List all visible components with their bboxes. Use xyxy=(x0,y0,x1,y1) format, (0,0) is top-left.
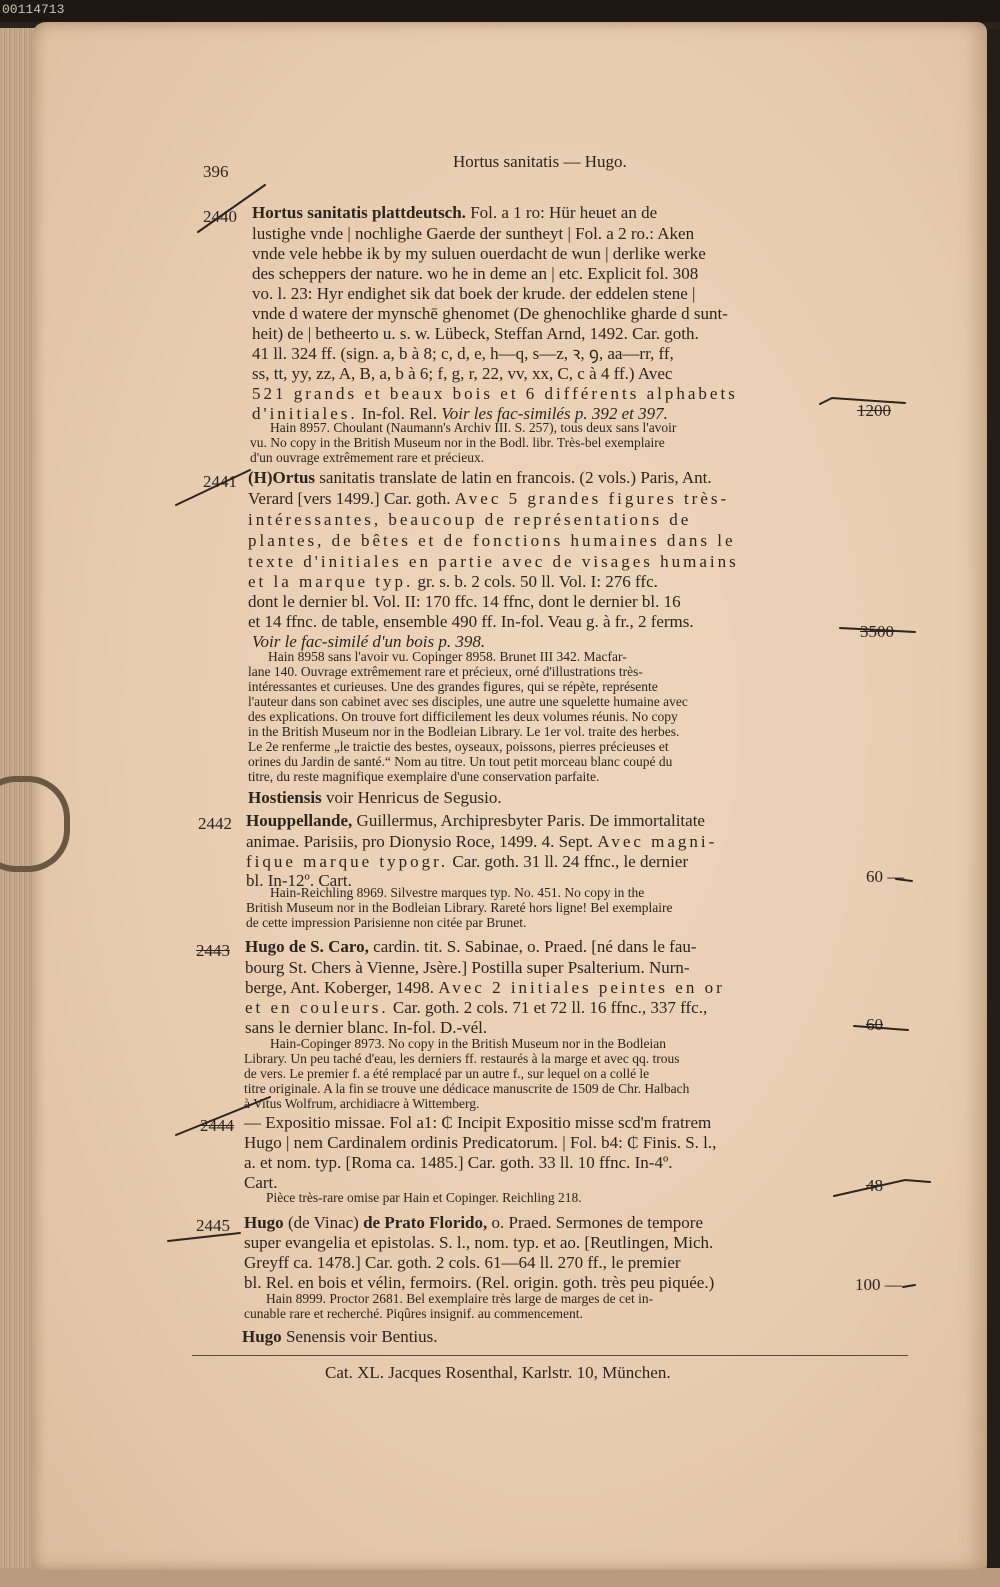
entry-number: 2444 xyxy=(200,1116,234,1135)
entry-line: Hugo (de Vinac) de Prato Florido, o. Praed. Sermones de tempore xyxy=(244,1213,703,1232)
bibliographic-note: orines du Jardin de santé.“ Nom au titre. Un tout petit morceau blanc coupé du xyxy=(248,754,673,769)
bibliographic-note: à Vitus Wolfrum, archidiacre à Wittemberg. xyxy=(244,1096,480,1111)
entry-line: Houppellande, Guillermus, Archipresbyter Paris. De immortalitate xyxy=(246,811,705,830)
entry-line: lustighe vnde | nochlighe Gaerde der suntheyt | Fol. a 2 ro.: Aken xyxy=(252,224,695,243)
price: 100 — xyxy=(855,1275,902,1294)
entry-line: Hugo de S. Caro, cardin. tit. S. Sabinae, o. Praed. [né dans le fau- xyxy=(245,937,697,956)
entry-line: intéressantes, beaucoup de représentations de xyxy=(248,510,692,529)
entry-line: et en couleurs. Car. goth. 2 cols. 71 et 72 ll. 16 ffnc., 337 ffc., xyxy=(245,998,708,1017)
entry-line: Verard [vers 1499.] Car. goth. Avec 5 grandes figures très- xyxy=(248,489,730,508)
entry-line: bl. Rel. en bois et vélin, fermoirs. (Rel. origin. goth. très peu piquée.) xyxy=(244,1273,715,1292)
entry-line: d'initiales. In-fol. Rel. Voir les fac-similés p. 392 et 397. xyxy=(252,404,668,423)
entry-line: fique marque typogr. Car. goth. 31 ll. 24 ffnc., le dernier xyxy=(246,852,689,871)
bibliographic-note: d'un ouvrage extrêmement rare et précieux. xyxy=(250,450,485,465)
bibliographic-note: Pièce très-rare omise par Hain et Copinger. Reichling 218. xyxy=(266,1190,582,1205)
bibliographic-note: titre originale. A la fin se trouve une dédicace manuscrite de 1509 de Chr. Halbach xyxy=(244,1081,690,1096)
entry-number: 2442 xyxy=(198,814,232,833)
bibliographic-note: Hain-Reichling 8969. Silvestre marques typ. No. 451. No copy in the xyxy=(270,885,645,900)
entry-line: 521 grands et beaux bois et 6 différents alphabets xyxy=(252,384,738,403)
entry-number: 2443 xyxy=(196,941,230,960)
bibliographic-note: Le 2e renferme „le traictie des bestes, oyseaux, poissons, pierres précieuses et xyxy=(248,739,669,754)
pencil-mark xyxy=(168,1233,240,1241)
entry-line: Hortus sanitatis plattdeutsch. Fol. a 1 ro: Hür heuet an de xyxy=(252,203,658,222)
bibliographic-note: Hain 8999. Proctor 2681. Bel exemplaire très large de marges de cet in- xyxy=(266,1291,654,1306)
pencil-slash xyxy=(176,1097,270,1135)
pencil-mark xyxy=(896,879,912,881)
entry-number: 2440 xyxy=(203,207,237,226)
pencil-slash xyxy=(198,185,265,232)
entry-line: vnde vele hebbe ik by my suluen ouerdacht de wun | derlike werke xyxy=(252,244,706,263)
entry-line: Greyff ca. 1478.] Car. goth. 2 cols. 61—64 ll. 270 ff., le premier xyxy=(244,1253,681,1272)
entry-line: super evangelia et epistolas. S. l., nom. typ. et ao. [Reutlingen, Mich. xyxy=(244,1233,714,1252)
entry-line: 41 ll. 324 ff. (sign. a, b à 8; c, d, e, h—q, s—z, ꝛ, ꝯ, aa—rr, ff, xyxy=(252,344,674,363)
entry-line: texte d'initiales en partie avec de visages humains xyxy=(248,552,739,571)
price-crossed: 60 xyxy=(866,1015,883,1034)
bibliographic-note: l'auteur dans son cabinet avec ses disciples, une autre une squelette humaine avec xyxy=(248,694,688,709)
bibliographic-note: de vers. Le premier f. a été remplacé par un autre f., sur lequel on a collé le xyxy=(244,1066,650,1081)
price: 60 — xyxy=(866,867,905,886)
entry-number: 2441 xyxy=(203,472,237,491)
entry-line: heit) de | betheerto u. s. w. Lübeck, Steffan Arnd, 1492. Car. goth. xyxy=(252,324,699,343)
bibliographic-note: in the British Museum nor in the Bodleian Library. Le 1er vol. traite des herbes. xyxy=(248,724,680,739)
entry-line: Cart. xyxy=(244,1173,278,1192)
bibliographic-note: intéressantes et curieuses. Une des grandes figures, qui se répète, représente xyxy=(248,679,658,694)
entry-line: dont le dernier bl. Vol. II: 170 ffc. 14 ffnc, dont le dernier bl. 16 xyxy=(248,592,681,611)
bibliographic-note: vu. No copy in the British Museum nor in the Bodl. libr. Très-bel exemplaire xyxy=(250,435,665,450)
entry-number: 2445 xyxy=(196,1216,230,1235)
entry-line: et la marque typ. gr. s. b. 2 cols. 50 ll. Vol. I: 276 ffc. xyxy=(248,572,658,591)
entry-line: vo. l. 23: Hyr endighet sik dat boek der krude. der eddelen stene | xyxy=(252,284,696,303)
entry-line: des scheppers der nature. wo he in deme an | etc. Explicit fol. 308 xyxy=(252,264,699,283)
entry-line: bl. In-12º. Cart. xyxy=(246,871,352,890)
running-title: Hortus sanitatis — Hugo. xyxy=(453,152,627,171)
scan-id: 00114713 xyxy=(2,2,65,17)
entry-line: plantes, de bêtes et de fonctions humaines dans le xyxy=(248,531,736,550)
price-crossed: 3500 xyxy=(860,622,894,641)
pencil-mark xyxy=(820,398,905,404)
pencil-slash xyxy=(834,1180,930,1196)
entry-line: ss, tt, yy, zz, A, B, a, b à 6; f, g, r, 22, vv, xx, C, c à 4 ff.) Avec xyxy=(252,364,673,383)
bibliographic-note: Hain 8958 sans l'avoir vu. Copinger 8958. Brunet III 342. Macfar- xyxy=(268,649,627,664)
entry-line: a. et nom. typ. [Roma ca. 1485.] Car. goth. 33 ll. 10 ffnc. In-4º. xyxy=(244,1153,673,1172)
bibliographic-note: Hain 8957. Choulant (Naumann's Archiv III. S. 257), tous deux sans l'avoir xyxy=(270,420,677,435)
entry-line: berge, Ant. Koberger, 1498. Avec 2 initiales peintes en or xyxy=(245,978,725,997)
entry-line: — Expositio missae. Fol a1: ₵ Incipit Expositio misse scd'm fratrem xyxy=(244,1113,712,1132)
page-number: 396 xyxy=(203,162,229,181)
pencil-mark xyxy=(840,628,915,632)
bibliographic-note: Library. Un peu taché d'eau, les derniers ff. restaurés à la marge et avec qq. trous xyxy=(244,1051,680,1066)
entry-line: Voir le fac-similé d'un bois p. 398. xyxy=(252,632,486,651)
pencil-mark xyxy=(854,1026,908,1030)
pencil-slash xyxy=(176,470,250,505)
entry-line: vnde d watere der mynschē ghenomet (De ghenochlike gharde d sunt- xyxy=(252,304,728,323)
bibliographic-note: des explications. On trouve fort difficilement les deux volumes réunis. No copy xyxy=(248,709,678,724)
bibliographic-note: titre, du reste magnifique exemplaire d'une conservation parfaite. xyxy=(248,769,600,784)
price-crossed: 48 xyxy=(866,1176,883,1195)
bibliographic-note: lane 140. Ouvrage extrêmement rare et précieux, orné d'illustrations très- xyxy=(248,664,643,679)
bibliographic-note: Hain-Copinger 8973. No copy in the British Museum nor in the Bodleian xyxy=(270,1036,666,1051)
entry-line: sans le dernier blanc. In-fol. D.-vél. xyxy=(245,1018,488,1037)
cross-reference: Hostiensis voir Henricus de Segusio. xyxy=(248,788,502,807)
bibliographic-note: cunable rare et recherché. Piqûres insignif. au commencement. xyxy=(244,1306,583,1321)
cross-reference: Hugo Senensis voir Bentius. xyxy=(242,1327,438,1346)
entry-line: Hugo | nem Cardinalem ordinis Predicatorum. | Fol. b4: ₵ Finis. S. l., xyxy=(244,1133,717,1152)
page-footer: Cat. XL. Jacques Rosenthal, Karlstr. 10, München. xyxy=(325,1363,671,1382)
pencil-mark xyxy=(903,1285,915,1287)
bibliographic-note: de cette impression Parisienne non citée par Brunet. xyxy=(246,915,527,930)
entry-line: bourg St. Chers à Vienne, Jsère.] Postilla super Psalterium. Nurn- xyxy=(245,958,690,977)
bibliographic-note: British Museum nor in the Bodleian Library. Rareté hors ligne! Bel exemplaire xyxy=(246,900,673,915)
entry-line: (H)Ortus sanitatis translate de latin en francois. (2 vols.) Paris, Ant. xyxy=(248,468,712,487)
entry-line: et 14 ffnc. de table, ensemble 490 ff. In-fol. Veau g. à fr., 2 ferms. xyxy=(248,612,694,631)
price-crossed: 1200 xyxy=(857,401,891,420)
entry-line: animae. Parisiis, pro Dionysio Roce, 1499. 4. Sept. Avec magni- xyxy=(246,832,718,851)
